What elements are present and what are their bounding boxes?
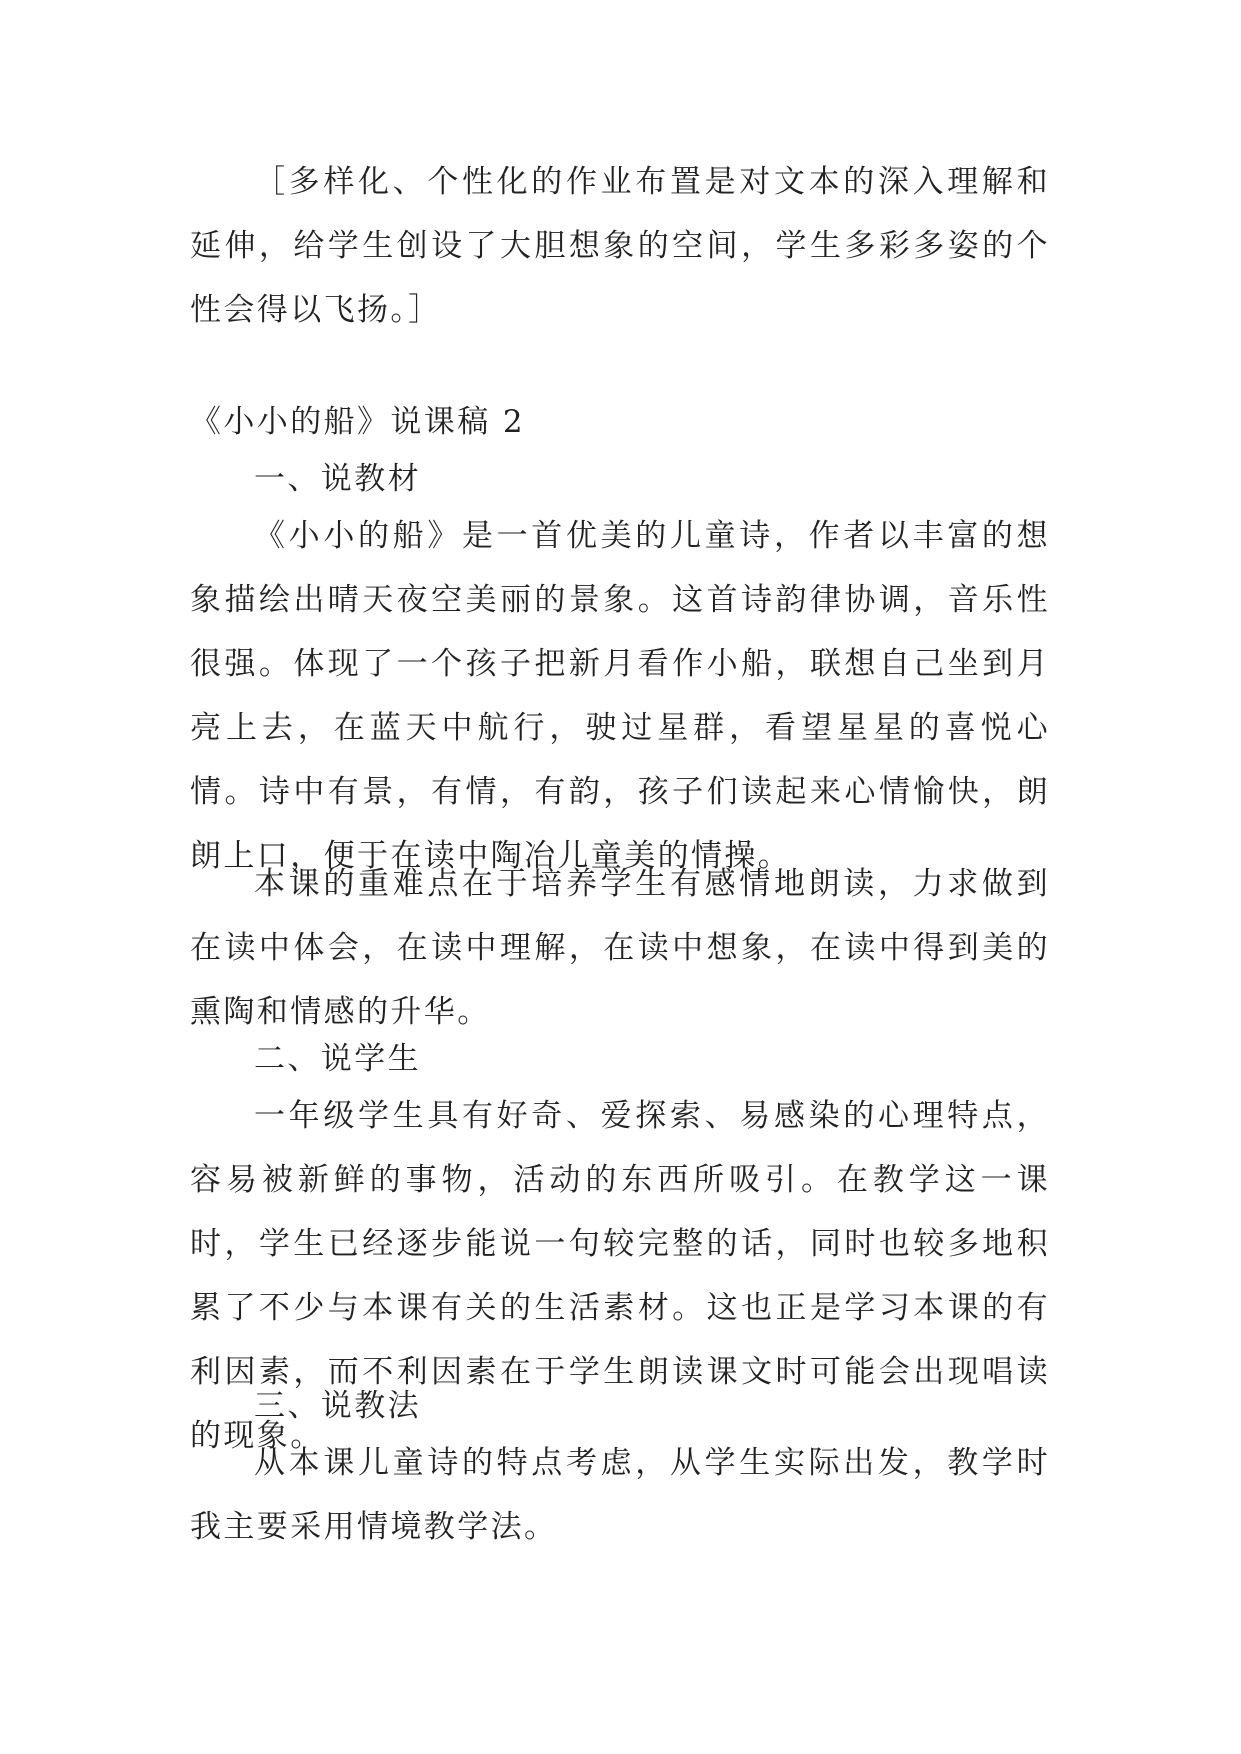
note-paragraph: ［多样化、个性化的作业布置是对文本的深入理解和延伸，给学生创设了大胆想象的空间，学生多彩多姿的个性会得以飞扬。］ <box>190 164 1050 328</box>
section-heading-students: 二、说学生 <box>254 1041 421 1077</box>
paragraph-key-points: 本课的重难点在于培养学生有感情地朗读，力求做到在读中体会，在读中理解，在读中想象，在读中得到美的熏陶和情感的升华。 <box>190 866 1050 1030</box>
section-heading-textbook: 一、说教材 <box>254 461 421 497</box>
section-heading-teaching-method: 三、说教法 <box>254 1388 421 1424</box>
paragraph-students-description: 一年级学生具有好奇、爱探索、易感染的心理特点，容易被新鲜的事物，活动的东西所吸引。在教学这一课时，学生已经逐步能说一句较完整的话，同时也较多地积累了不少与本课有关的生活素材。这也正是学习本课的有利因素，而不利因素在于学生朗读课文时可能会出现唱读的现象。 <box>190 1098 1050 1454</box>
paragraph-textbook-description: 《小小的船》是一首优美的儿童诗，作者以丰富的想象描绘出晴天夜空美丽的景象。这首诗韵律协调，音乐性很强。体现了一个孩子把新月看作小船，联想自己坐到月亮上去，在蓝天中航行，驶过星群，看望星星的喜悦心情。诗中有景，有情，有韵，孩子们读起来心情愉快，朗朗上口，便于在读中陶冶儿童美的情操。 <box>190 518 1050 874</box>
paragraph-teaching-method: 从本课儿童诗的特点考虑，从学生实际出发，教学时我主要采用情境教学法。 <box>190 1445 1050 1545</box>
document-title: 《小小的船》说课稿 2 <box>190 404 525 440</box>
